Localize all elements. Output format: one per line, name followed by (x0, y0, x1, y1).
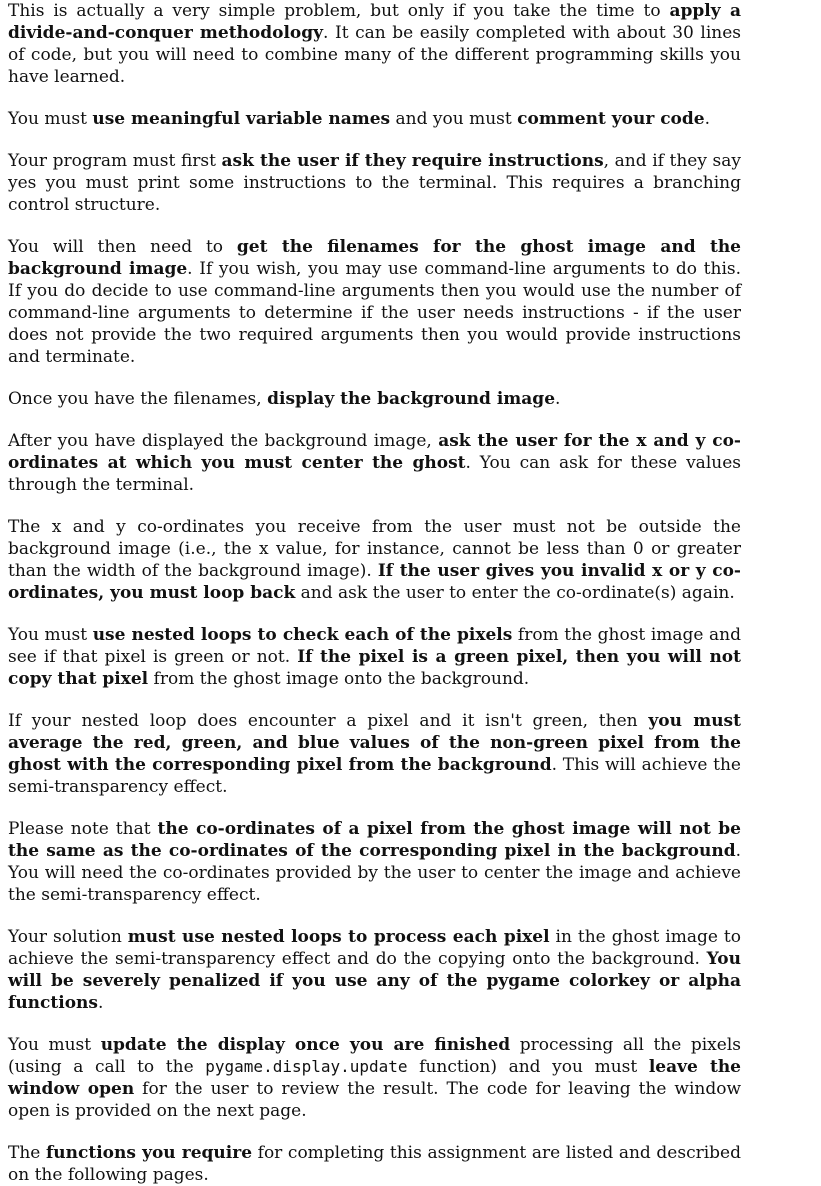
bold-text: the co-ordinates of a pixel from the ghost image will not be the same as the co-ordinates of the corresponding pixel in the background (8, 819, 741, 861)
paragraph (8, 0, 741, 88)
text-run: . You will need the co-ordinates provided by the user to center the image and achieve the semi-transparency effect. (8, 841, 741, 905)
text-run: Your program must first (8, 151, 222, 171)
text-run: You will then need to (8, 237, 237, 257)
text-run: . (555, 389, 561, 409)
bold-text: apply a divide-and-conquer methodology (8, 1, 741, 43)
paragraph (8, 150, 741, 216)
paragraph (8, 1034, 741, 1122)
bold-text: ask the user for the x and y co-ordinates at which you must center the ghost (8, 431, 741, 473)
paragraph (8, 388, 741, 410)
text-run: . This will achieve the semi-transparency effect. (8, 755, 741, 797)
text-run: in the ghost image to achieve the semi-transparency effect and do the copying onto the background. (8, 927, 741, 969)
text-run: , and if they say yes you must print some instructions to the terminal. This requires a branching control structure. (8, 151, 741, 215)
text-run: and you must (390, 109, 518, 129)
text-run: from the ghost image onto the background. (148, 669, 530, 689)
text-run: The x and y co-ordinates you receive from the user must not be outside the background image (i.e., the x value, for instance, cannot be less than 0 or greater than the width of the background image). (8, 517, 741, 581)
bold-text: update the display once you are finished (100, 1035, 511, 1055)
text-run: You must (8, 625, 93, 645)
bold-text: you must average the red, green, and blue values of the non-green pixel from the ghost with the corresponding pixel from the background (8, 711, 741, 775)
text-run: . (704, 109, 710, 129)
paragraph (8, 710, 741, 798)
text-run: The (8, 1143, 46, 1163)
bold-text: use meaningful variable names (92, 109, 391, 129)
text-run: Your solution (8, 927, 128, 947)
text-run: You must (8, 109, 93, 129)
text-run: . You can ask for these values through the terminal. (8, 453, 741, 495)
text-run: . (97, 993, 104, 1013)
text-run: from the ghost image and see if that pixel is green or not. (8, 625, 741, 667)
paragraph (8, 1142, 741, 1186)
text-run: for the user to review the result. The code for leaving the window open is provided on the next page. (8, 1079, 741, 1121)
text-run: and ask the user to enter the co-ordinate(s) again. (295, 583, 735, 603)
text-run: . If you wish, you may use command-line arguments to do this. If you do decide to use command-line arguments then you would use the number of command-line arguments to determine if the user needs instructions - if the user does not provide the two required arguments then you would provide instructions and terminate. (8, 259, 742, 367)
text-run: Once you have the filenames, (8, 389, 268, 409)
paragraph (8, 926, 741, 1014)
bold-text: must use nested loops to process each pixel (127, 927, 550, 947)
paragraph (8, 624, 741, 690)
paragraph (8, 516, 741, 604)
bold-text: leave the window open (8, 1057, 741, 1099)
text-run: After you have displayed the background image, (8, 431, 439, 451)
text-run: This is actually a very simple problem, but only if you take the time to (8, 1, 670, 21)
text-run: for completing this assignment are listed and described on the following pages. (8, 1143, 741, 1185)
paragraph (8, 430, 741, 496)
text-run: You must (8, 1035, 101, 1055)
bold-text: If the user gives you invalid x or y co-ordinates, you must loop back (8, 561, 741, 603)
text-run: Please note that (8, 819, 158, 839)
bold-text: get the filenames for the ghost image and the background image (8, 237, 741, 279)
bold-text: If the pixel is a green pixel, then you will not copy that pixel (8, 647, 741, 689)
bold-text: use nested loops to check each of the pixels (92, 625, 513, 645)
text-run: function) and you must (407, 1057, 649, 1077)
bold-text: functions you require (45, 1143, 253, 1163)
paragraph (8, 108, 741, 130)
bold-text: comment your code (517, 109, 705, 129)
paragraph (8, 236, 741, 368)
text-run: . It can be easily completed with about 30 lines of code, but you will need to combine many of the different programming skills you have learned. (8, 23, 741, 87)
bold-text: ask the user if they require instructions (221, 151, 604, 171)
text-run: If your nested loop does encounter a pixel and it isn't green, then (8, 711, 649, 731)
bold-text: display the background image (267, 389, 556, 409)
text-run: processing all the pixels (using a call to the (8, 1035, 741, 1077)
bold-text: You will be severely penalized if you use any of the pygame colorkey or alpha functions (8, 949, 741, 1013)
paragraph (8, 818, 741, 906)
code-text: pygame.display.update (205, 1057, 408, 1076)
